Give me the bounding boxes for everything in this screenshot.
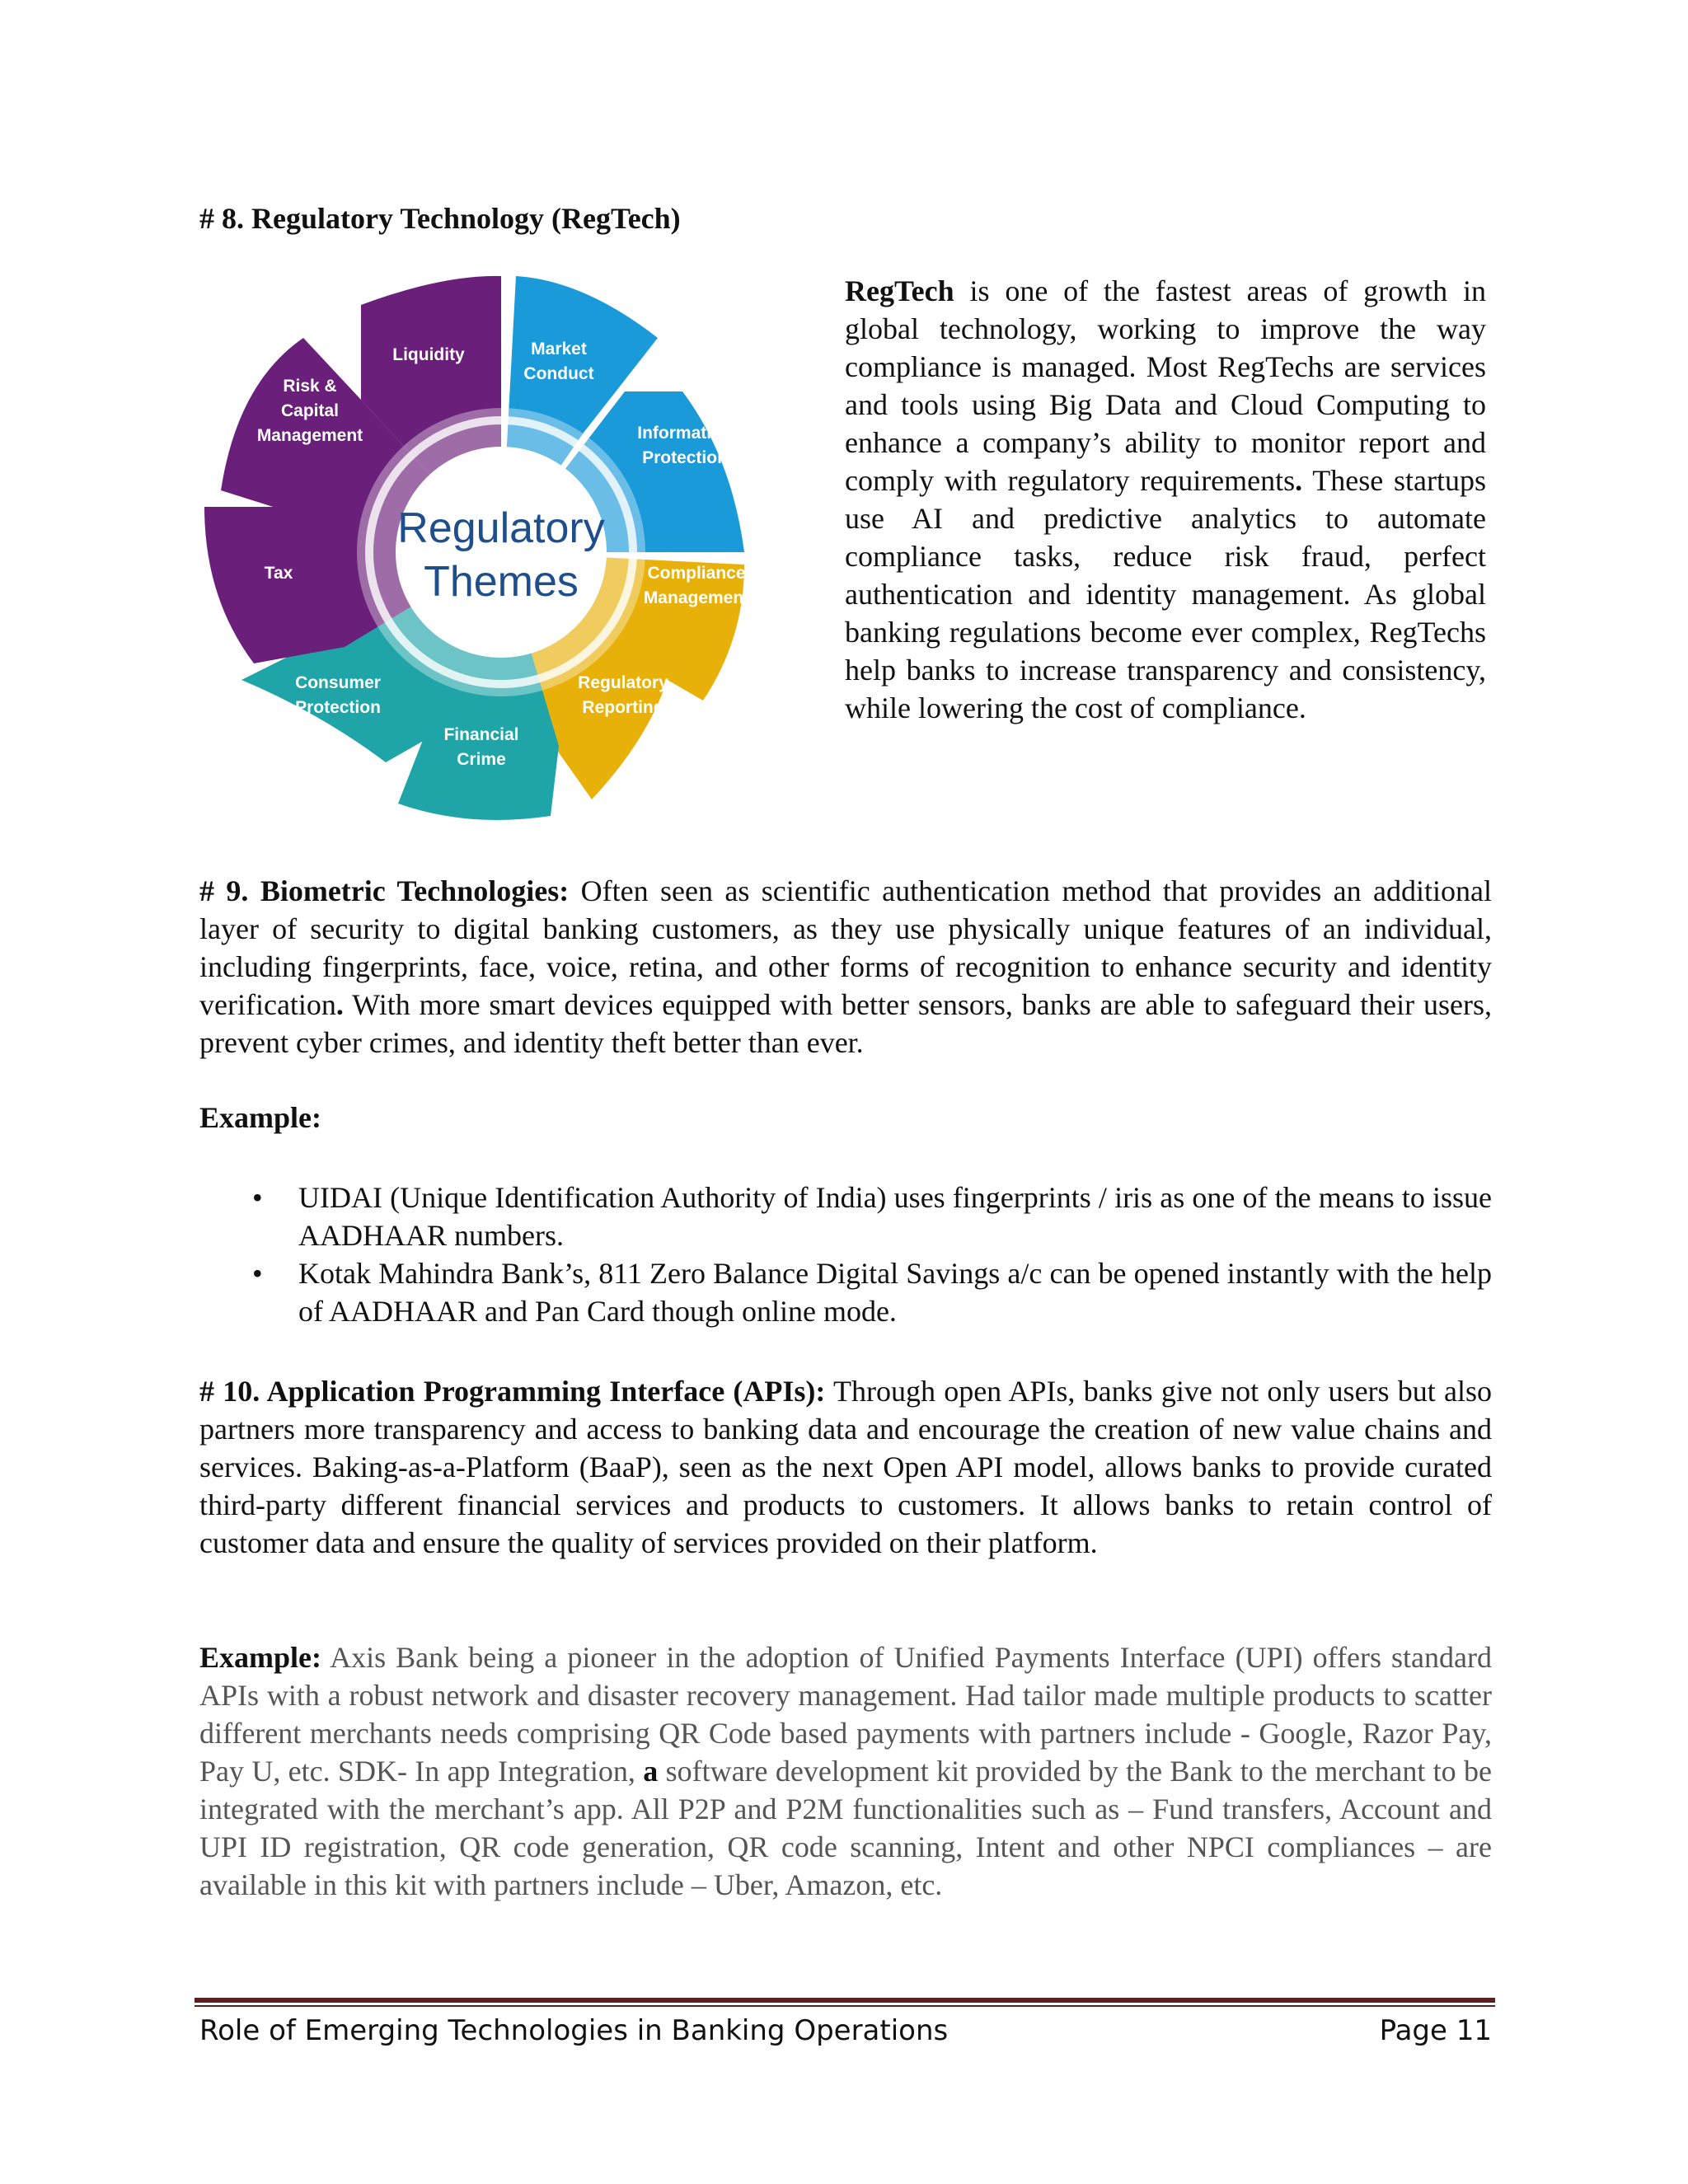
list-item-text: Kotak Mahindra Bank’s, 811 Zero Balance Digital Savings a/c can be opened instantly with the help of AADHAAR and Pan Card though online mode.: [298, 1257, 1492, 1328]
example-2-bold-a: a: [643, 1755, 659, 1788]
label-risk-capital-1: Risk &: [283, 377, 337, 396]
section-9-body: Often seen as scientific authentication method that provides an additional layer of security to digital banking customers, as they use physically unique features of an individual, including fingerprints, face, voice, retina, and other forms of recognition to enhance security and identity verification: [199, 874, 1492, 1021]
list-item-text: UIDAI (Unique Identification Authority of India) uses fingerprints / iris as one of the means to issue AADHAAR numbers.: [298, 1181, 1492, 1252]
label-liquidity: Liquidity: [392, 345, 465, 364]
section-9-tail: With more smart devices equipped with better sensors, banks are able to safeguard their users, prevent cyber crimes, and identity theft better than ever.: [199, 988, 1492, 1059]
label-risk-capital-3: Management: [256, 426, 363, 445]
section-10-body: Through open APIs, banks give not only users but also partners more transparency and access to banking data and encourage the creation of new value chains and services. Baking-as-a-Platform (BaaP), seen as the next Open API model, allows banks to provide curated third-party different financial services and products to customers. It allows banks to retain control of customer data and ensure the quality of services provided on their platform.: [199, 1375, 1492, 1559]
center-label-line2: Themes: [424, 558, 579, 606]
regtech-lead: RegTech: [845, 274, 954, 307]
section-9-paragraph: [199, 872, 1492, 1062]
example-2-body-2: software development kit provided by the Bank to the merchant to be integrated with the merchant’s app. All P2P and P2M functionalities such as – Fund transfers, Account and UPI ID registration, QR code generation, QR code scanning, Intent and other NPCI compliances – are available in this kit with partners include – Uber, Amazon, etc.: [199, 1755, 1492, 1901]
regtech-tail: These startups use AI and predictive analytics to automate compliance tasks, reduce risk fraud, perfect authentication and identity management. As global banking regulations become ever complex, RegTechs help banks to increase transparency and consistency, while lowering the cost of compliance.: [845, 464, 1486, 724]
label-compliance-management-2: Management: [643, 588, 750, 607]
label-regulatory-reporting-2: Reporting: [582, 698, 664, 717]
regtech-paragraph: [845, 272, 1486, 727]
label-tax: Tax: [264, 564, 293, 583]
label-compliance-management-1: Compliance: [647, 564, 746, 583]
example-1-label: Example:: [199, 1101, 321, 1134]
regulatory-themes-svg: [196, 268, 806, 837]
regtech-body: is one of the fastest areas of growth in global technology, working to improve the way compliance is managed. Most RegTechs are services and tools using Big Data and Cloud Computing to enhance a company’s ability to monitor report and comply with regulatory requirements: [845, 274, 1486, 497]
center-circle: [396, 447, 607, 658]
label-consumer-protection-2: Protection: [295, 698, 381, 717]
label-financial-crime-1: Financial: [443, 725, 519, 744]
label-consumer-protection-1: Consumer: [295, 673, 381, 692]
example-2-body-1: Axis Bank being a pioneer in the adoption of Unified Payments Interface (UPI) offers standard APIs with a robust network and disaster recovery management. Had tailor made multiple products to scatter different merchants needs comprising QR Code based payments with partners include - Google, Razor Pay, Pay U, etc. SDK- In app Integration,: [199, 1641, 1492, 1788]
label-financial-crime-2: Crime: [457, 750, 506, 769]
footer-rule-thick: [195, 1998, 1495, 2003]
bullet-dot-icon: •: [252, 1181, 263, 1214]
regtech-bold-dot: .: [1295, 464, 1303, 497]
example-2-paragraph: [199, 1638, 1492, 1904]
center-label-line1: Regulatory: [397, 504, 605, 552]
footer-page-number: Page 11: [1379, 2014, 1492, 2047]
section-9-lead: # 9. Biometric Technologies:: [199, 874, 570, 907]
label-risk-capital-2: Capital: [280, 401, 340, 420]
label-info-protection-1: Information: [637, 424, 733, 443]
regulatory-themes-diagram: [196, 268, 806, 837]
label-info-protection-2: Protection: [642, 448, 728, 467]
bullet-dot-icon: •: [252, 1257, 263, 1290]
footer-title: Role of Emerging Technologies in Banking Operations: [199, 2014, 949, 2047]
section-8-heading: # 8. Regulatory Technology (RegTech): [199, 202, 681, 235]
example-2-label: Example:: [199, 1641, 321, 1674]
list-item: [199, 1179, 1492, 1254]
label-regulatory-reporting-1: Regulatory: [578, 673, 668, 692]
label-market-conduct-2: Conduct: [523, 364, 594, 383]
section-10-paragraph: [199, 1372, 1492, 1562]
footer-rule-thin: [195, 2005, 1495, 2007]
section-10-lead: # 10. Application Programming Interface (APIs):: [199, 1375, 826, 1408]
list-item: [199, 1254, 1492, 1330]
example-1-list: [199, 1179, 1492, 1330]
label-market-conduct-1: Market: [531, 340, 587, 359]
section-9-bold-dot: .: [335, 988, 344, 1021]
